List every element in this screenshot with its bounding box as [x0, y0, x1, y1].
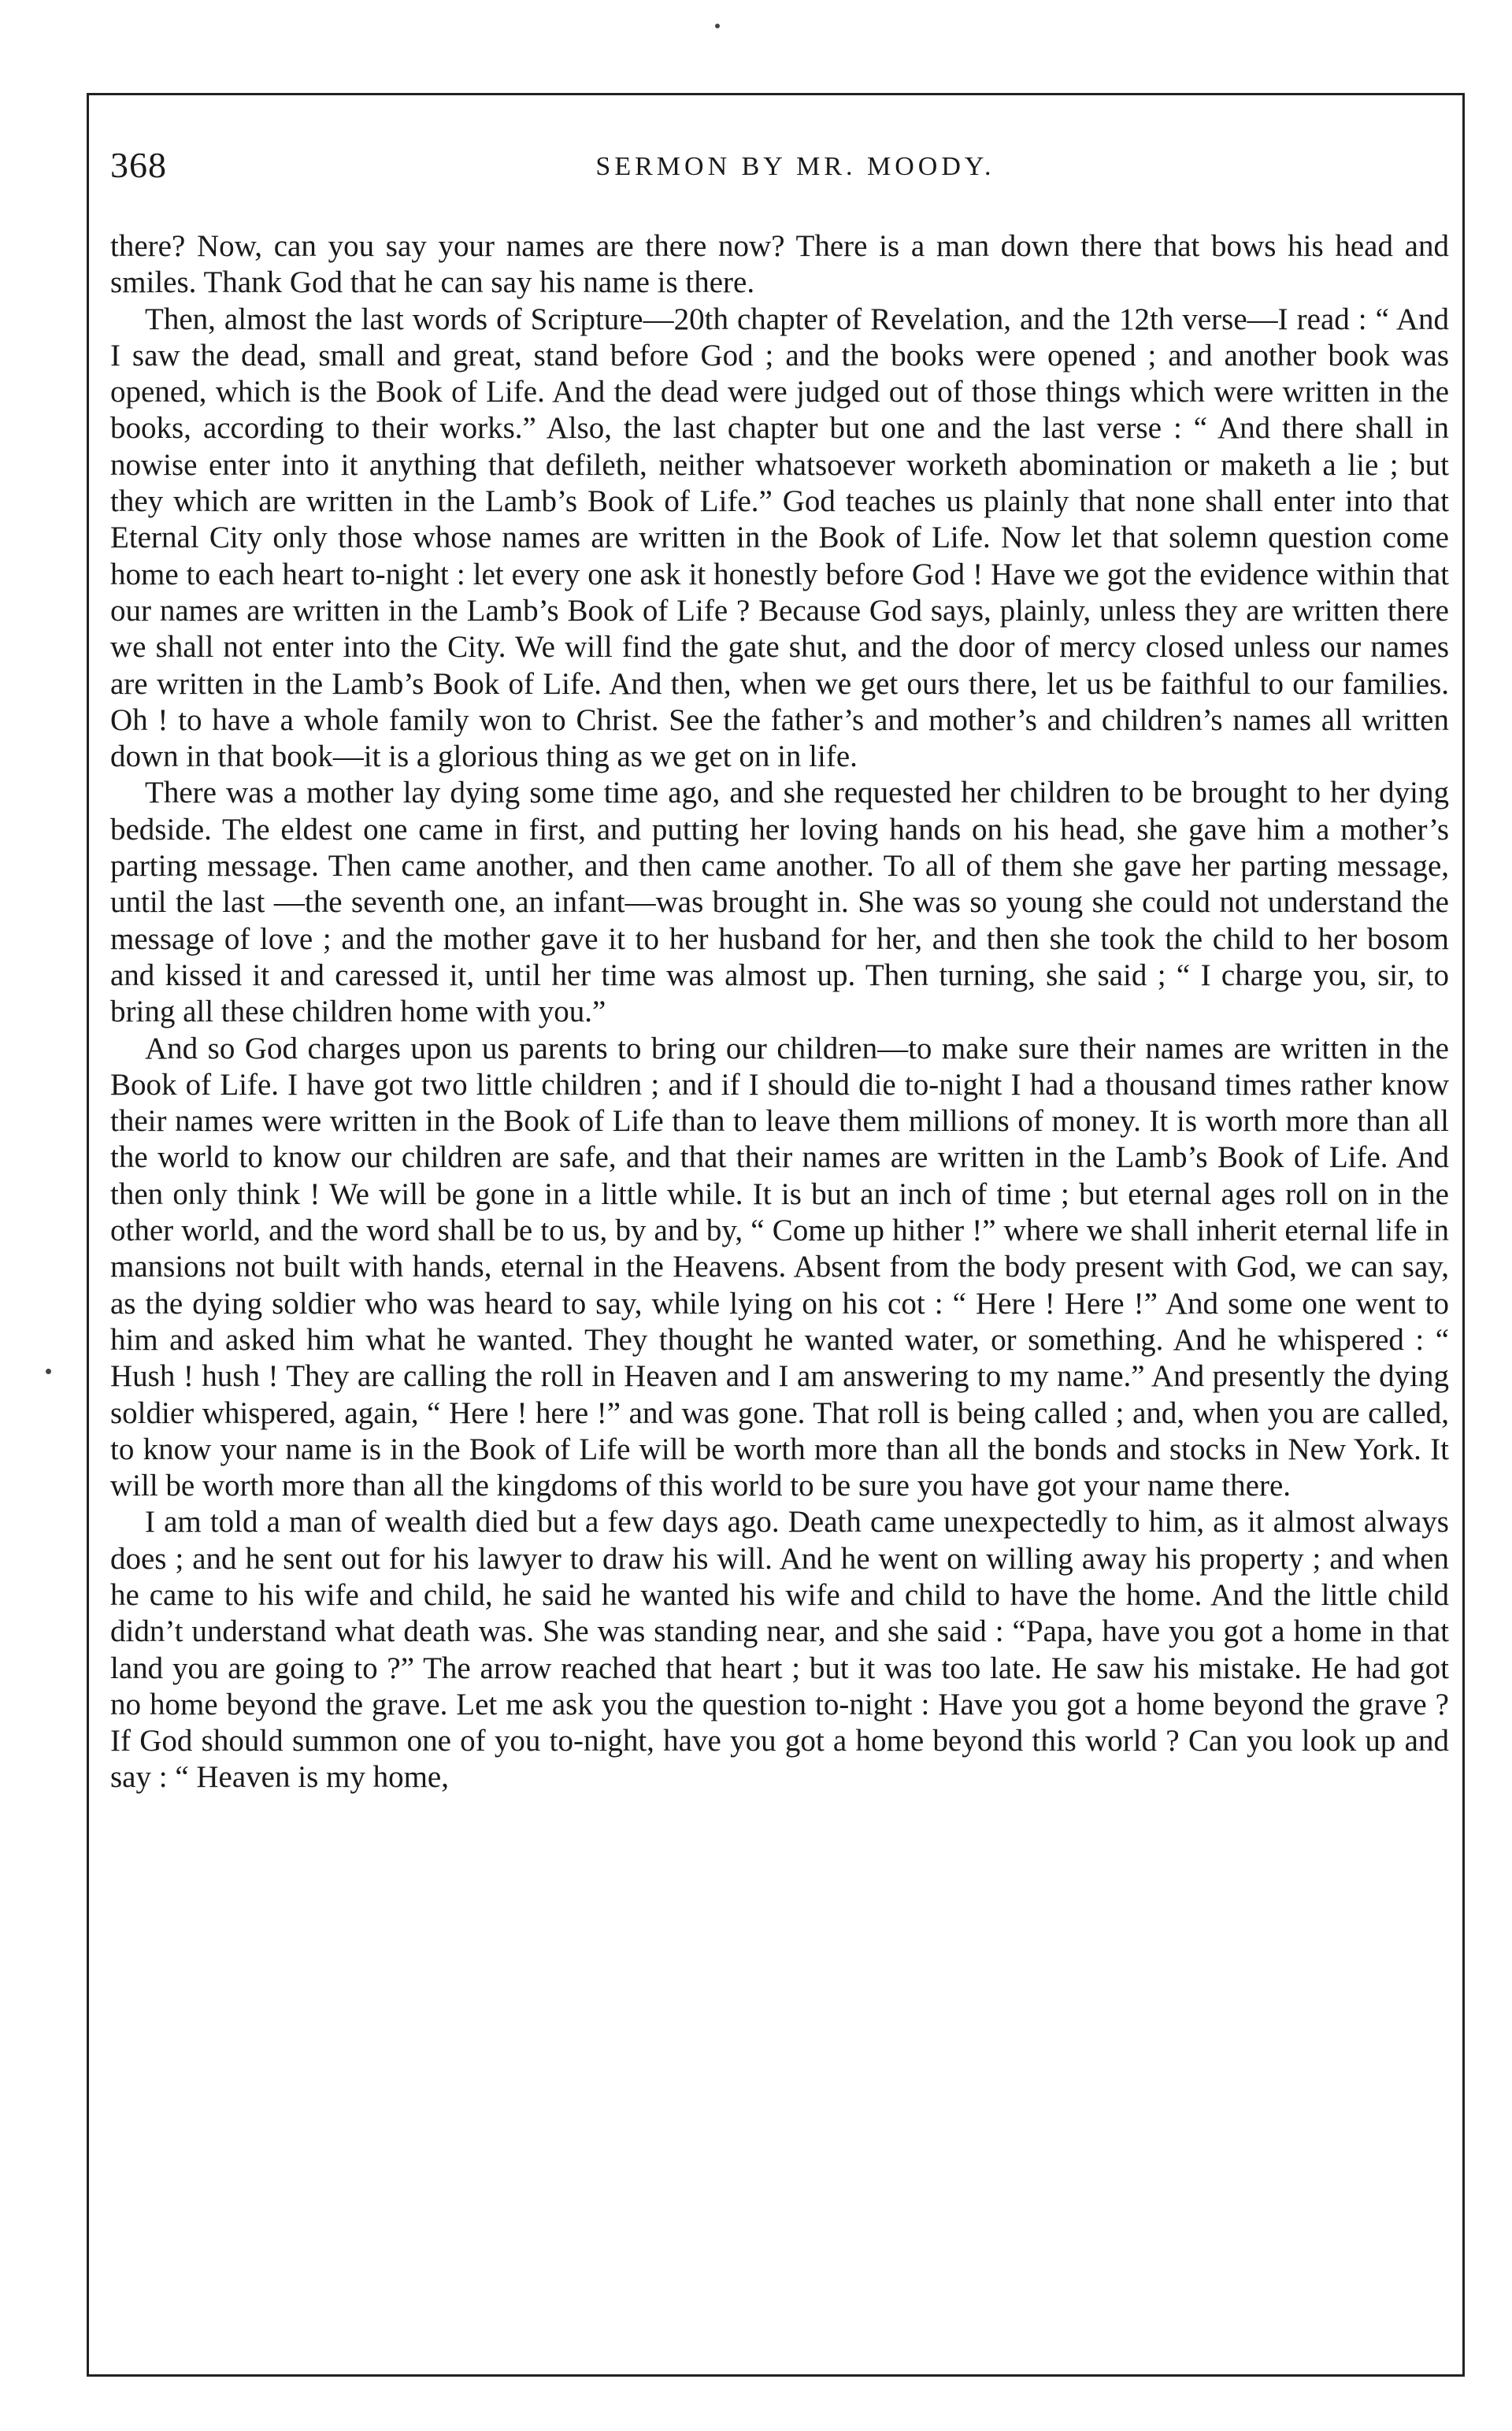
- ink-speck: [46, 1369, 51, 1374]
- page-border-right: [1462, 93, 1465, 2377]
- paragraph: There was a mother lay dying some time ago, and she requested her children to be brought to her dying bedside. The eldest one came in first, and putting her loving hands on his head, she gave him a mother’s parting message. Then came another, and then came another. To all of them she gave her parting message, until the last —the seventh one, an infant—was brought in. She was so young she could not understand the message of love ; and the mother gave it to her husband for her, and then she took the child to her bosom and kissed it and caressed it, until her time was almost up. Then turning, she said ; “ I charge you, sir, to bring all these children home with you.”: [110, 776, 1449, 1029]
- running-title: SERMON BY MR. MOODY.: [595, 152, 995, 181]
- ink-speck: [715, 24, 720, 28]
- sermon-text: [110, 228, 1449, 1796]
- page-border-top: [87, 93, 1465, 95]
- paragraph: And so God charges upon us parents to bring our children—to make sure their names are written in the Book of Life. I have got two little children ; and if I should die to-night I had a thousand times rather know their names were written in the Book of Life than to leave them millions of money. It is worth more than all the world to know our children are safe, and that their names are written in the Lamb’s Book of Life. And then only think ! We will be gone in a little while. It is but an inch of time ; but eternal ages roll on in the other world, and the word shall be to us, by and by, “ Come up hither !” where we shall inherit eternal life in mansions not built with hands, eternal in the Heavens. Absent from the body present with God, we can say, as the dying soldier who was heard to say, while lying on his cot : “ Here ! Here !” And some one went to him and asked him what he wanted. They thought he wanted water, or something. And he whispered : “ Hush ! hush ! They are calling the roll in Heaven and I am answering to my name.” And presently the dying soldier whispered, again, “ Here ! here !” and was gone. That roll is being called ; and, when you are called, to know your name is in the Book of Life will be worth more than all the bonds and stocks in New York. It will be worth more than all the kingdoms of this world to be sure you have got your name there.: [110, 1031, 1449, 1503]
- page-border-bottom: [87, 2374, 1465, 2377]
- paragraph: Then, almost the last words of Scripture—20th chapter of Revelation, and the 12th verse—I read : “ And I saw the dead, small and great, stand before God ; and the books were opened ; and another book was opened, which is the Book of Life. And the dead were judged out of those things which were written in the books, according to their works.” Also, the last chapter but one and the last verse : “ And there shall in nowise enter into it anything that defileth, neither whatsoever worketh abomination or maketh a lie ; but they which are written in the Lamb’s Book of Life.” God teaches us plainly that none shall enter into that Eternal City only those whose names are written in the Book of Life. Now let that solemn question come home to each heart to-night : let every one ask it honestly before God ! Have we got the evidence within that our names are written in the Lamb’s Book of Life ? Because God says, plainly, unless they are written there we shall not enter into the City. We will find the gate shut, and the door of mercy closed unless our names are written in the Lamb’s Book of Life. And then, when we get ours there, let us be faithful to our families. Oh ! to have a whole family won to Christ. See the father’s and mother’s and children’s names all written down in that book—it is a glorious thing as we get on in life.: [110, 302, 1449, 774]
- paragraph: there? Now, can you say your names are there now? There is a man down there that bows his head and smiles. Thank God that he can say his name is there.: [110, 229, 1449, 300]
- page-border-left: [87, 93, 89, 2377]
- page-number: 368: [110, 145, 167, 185]
- paragraph: I am told a man of wealth died but a few days ago. Death came unexpectedly to him, as it almost always does ; and he sent out for his lawyer to draw his will. And he went on willing away his property ; and when he came to his wife and child, he said he wanted his wife and child to have the home. And the little child didn’t understand what death was. She was standing near, and she said : “Papa, have you got a home in that land you are going to ?” The arrow reached that heart ; but it was too late. He saw his mistake. He had got no home beyond the grave. Let me ask you the question to-night : Have you got a home beyond the grave ? If God should summon one of you to-night, have you got a home beyond this world ? Can you look up and say : “ Heaven is my home,: [110, 1505, 1449, 1795]
- page-header: [110, 142, 1449, 189]
